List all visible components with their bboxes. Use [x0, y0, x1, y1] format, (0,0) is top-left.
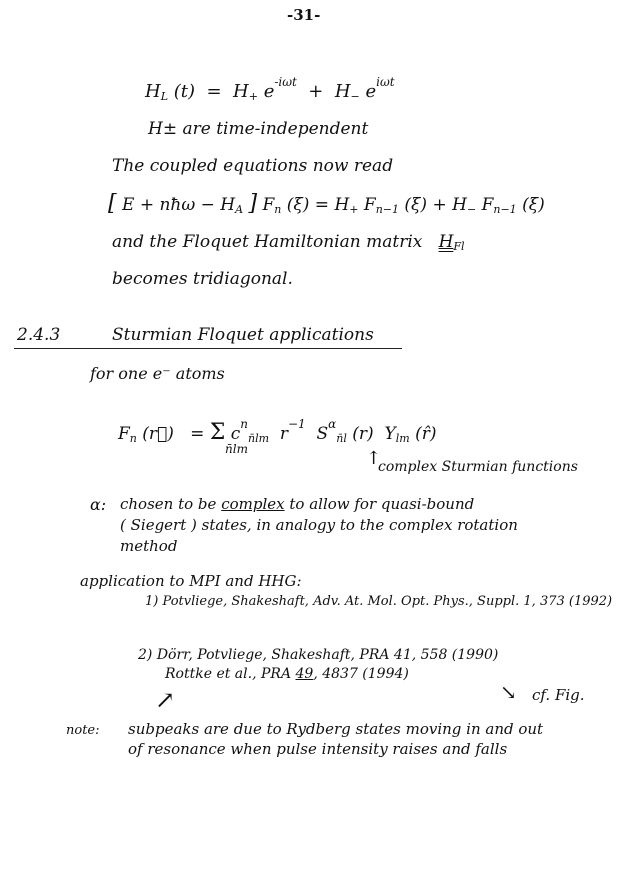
eq1-plus: +: [308, 81, 324, 102]
exp-y-sub: lm: [395, 432, 410, 445]
line-and: [112, 234, 465, 252]
exp-sigma: Σ: [209, 420, 226, 445]
ref2-volume: 49: [295, 666, 314, 682]
section-title: Sturmian Floquet applications: [112, 325, 374, 345]
alpha-label: α:: [90, 495, 107, 514]
exp-y-arg: (r̂): [415, 424, 437, 444]
alpha-allow: to allow for quasi-bound: [289, 495, 475, 513]
exp-s-arg: (r): [352, 424, 374, 444]
alpha-chosen: chosen to be: [120, 495, 217, 513]
eq2-f2-sub: n−1: [375, 203, 400, 216]
matrix-symbol-sub: Fl: [453, 240, 465, 253]
ref2-authors: Rottke et al., PRA: [165, 666, 296, 682]
line-and-text: and the Floquet Hamiltonian matrix: [112, 232, 423, 252]
eq1-h-plus-sub: +: [248, 90, 258, 103]
reference-1: 1) Potvliege, Shakeshaft, Adv. At. Mol. Opt. Phys., Suppl. 1, 373 (1992): [145, 594, 613, 609]
eq1-lhs-sub: L: [160, 90, 169, 103]
eq1-exp2: iωt: [376, 75, 395, 89]
sigma-index: n̄lm: [225, 442, 248, 456]
line-for: for one e⁻ atoms: [90, 364, 225, 383]
annotation-arrow: ↑: [366, 448, 382, 469]
cf-text: cf. Fig.: [532, 686, 585, 704]
eq2-bracket-close: ]: [248, 191, 258, 216]
expansion-equation: [118, 418, 437, 444]
note-label: note:: [66, 723, 100, 738]
eq2-f1-arg: (ξ) =: [286, 195, 330, 215]
line-becomes: becomes tridiagonal.: [112, 269, 293, 289]
application-line: application to MPI and HHG:: [80, 572, 302, 590]
exp-r-sup: −1: [288, 417, 306, 431]
reference-2-line-1: 2) Dörr, Potvliege, Shakeshaft, PRA 41, 558 (1990): [138, 647, 499, 663]
eq2-f2-arg: (ξ) +: [404, 195, 447, 215]
exp-y: Y: [384, 424, 396, 444]
eq1-h-minus: H: [334, 81, 351, 102]
exp-f-arg: (r⃗): [142, 424, 174, 444]
eq2-f1: F: [262, 195, 275, 215]
eq1-h-plus: H: [233, 81, 249, 102]
cf-arrow: ↘: [500, 680, 517, 704]
eq2-f3: F: [481, 195, 494, 215]
note-line-1: subpeaks are due to Rydberg states moving in and out: [128, 720, 544, 738]
alpha-line-3: method: [120, 537, 178, 555]
eq1-equals: =: [206, 81, 222, 102]
eq2-f1-sub: n: [274, 203, 282, 216]
section-number: 2.4.3: [17, 325, 61, 345]
exp-s-sup: α: [328, 417, 337, 431]
eq2-f3-arg: (ξ): [522, 195, 545, 215]
eq2-h2: H: [452, 195, 467, 215]
eq1-exp1: -iωt: [274, 75, 297, 89]
eq1-e2: e: [365, 81, 377, 102]
reference-2-line-2: [165, 667, 409, 681]
eq1-e1: e: [263, 81, 275, 102]
note-line-2: of resonance when pulse intensity raises and falls: [128, 740, 508, 758]
annotation-text: complex Sturmian functions: [378, 459, 578, 475]
equation-hl: [145, 76, 395, 102]
alpha-line-2: ( Siegert ) states, in analogy to the complex rotation: [120, 516, 518, 534]
equation-coupled: [108, 193, 545, 215]
exp-r: r: [279, 424, 288, 444]
exp-c-sup: n: [240, 417, 248, 431]
eq1-lhs-arg: (t): [173, 81, 196, 102]
eq2-f2: F: [363, 195, 376, 215]
alpha-line-1: [120, 497, 474, 512]
section-underline: [14, 348, 402, 349]
ref2-rest: , 4837 (1994): [313, 666, 409, 682]
eq2-h1: H: [334, 195, 350, 215]
alpha-complex: complex: [221, 495, 285, 513]
exp-c: c: [230, 424, 241, 444]
exp-s: S: [316, 424, 329, 444]
page-number: -31-: [287, 6, 321, 24]
exp-c-sub: n̄lm: [248, 432, 270, 445]
eq2-h2-sub: −: [466, 203, 477, 216]
eq2-h1-sub: +: [349, 203, 359, 216]
eq2-inner-sub: A: [235, 203, 244, 216]
up-arrow: ↗: [155, 686, 176, 714]
exp-f-sub: n: [129, 432, 137, 445]
matrix-symbol: H: [438, 232, 454, 252]
exp-equals: =: [190, 424, 205, 444]
eq2-bracket-open: [: [108, 191, 117, 216]
eq1-h-minus-sub: −: [350, 90, 360, 103]
eq1-lhs: H: [145, 81, 161, 102]
eq2-f3-sub: n−1: [493, 203, 517, 216]
line-hpm: H± are time-independent: [148, 119, 369, 139]
line-coupled: The coupled equations now read: [112, 156, 394, 176]
exp-f: F: [118, 424, 130, 444]
eq2-inner: E + nħω − H: [122, 195, 236, 215]
exp-s-sub: n̄l: [336, 432, 347, 445]
